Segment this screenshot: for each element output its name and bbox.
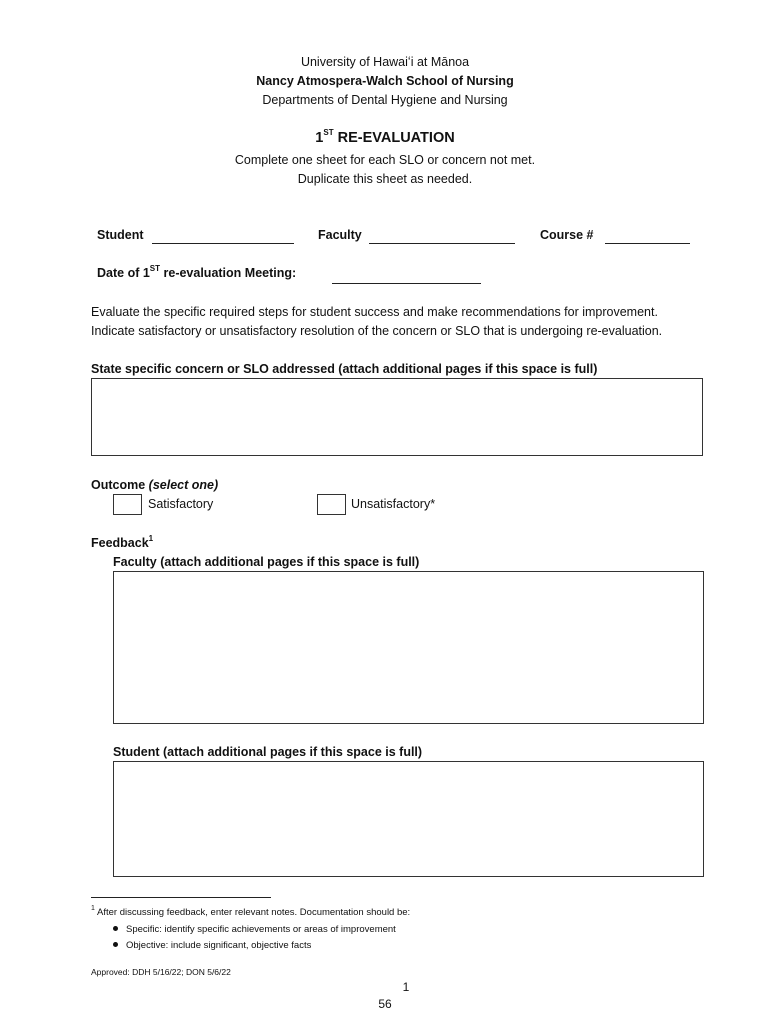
faculty-feedback-textarea[interactable]: [113, 571, 704, 724]
student-feedback-textarea[interactable]: [113, 761, 704, 877]
approved-note: Approved: DDH 5/16/22; DON 5/6/22: [91, 967, 231, 977]
bullet-icon: [113, 942, 118, 947]
footnote-text: $^1$ After discussing feedback, enter relevant notes. Documentation should be:: [91, 905, 411, 918]
unsatisfactory-checkbox[interactable]: [317, 494, 346, 515]
student-feedback-label: Student (attach additional pages if this space is full): [113, 745, 423, 759]
evaluate-line-1: Evaluate the specific required steps for student success and make recommendations for improvement.: [91, 305, 658, 319]
faculty-label: Faculty: [318, 228, 362, 242]
concern-label: State specific concern or SLO addressed (attach additional pages if this space is full): [91, 362, 598, 376]
faculty-feedback-label: Faculty (attach additional pages if this space is full): [113, 555, 420, 569]
footnote-bullet-2: Objective: include significant, objective facts: [113, 940, 311, 951]
evaluate-line-2: Indicate satisfactory or unsatisfactory resolution of the concern or SLO that is undergoing re-evaluation.: [91, 324, 663, 338]
page-number: 1: [402, 980, 410, 994]
course-field[interactable]: [605, 243, 690, 244]
page-title: 1ST RE-EVALUATION: [315, 128, 455, 146]
date-label: Date of 1ST re-evaluation Meeting:: [97, 264, 297, 280]
departments: Departments of Dental Hygiene and Nursing: [262, 93, 508, 107]
student-field[interactable]: [152, 243, 294, 244]
concern-textarea[interactable]: [91, 378, 703, 456]
footnote-divider: [91, 897, 271, 898]
date-field[interactable]: [332, 283, 481, 284]
instruction-line-2: Duplicate this sheet as needed.: [297, 172, 473, 186]
instruction-line-1: Complete one sheet for each SLO or concern not met.: [234, 153, 536, 167]
unsatisfactory-label: Unsatisfactory*: [351, 497, 436, 511]
satisfactory-label: Satisfactory: [148, 497, 214, 511]
school-name: Nancy Atmospera-Walch School of Nursing: [256, 74, 514, 88]
university-name: University of Hawaiʻi at Mānoa: [300, 55, 470, 69]
faculty-field[interactable]: [369, 243, 515, 244]
student-label: Student: [97, 228, 144, 242]
outcome-label: Outcome (select one): [91, 478, 219, 492]
feedback-label: Feedback$^1$: [91, 534, 154, 550]
sheet-number: 56: [378, 997, 392, 1011]
bullet-icon: [113, 926, 118, 931]
satisfactory-checkbox[interactable]: [113, 494, 142, 515]
course-label: Course #: [540, 228, 594, 242]
footnote-bullet-1: Specific: identify specific achievements or areas of improvement: [113, 924, 396, 935]
